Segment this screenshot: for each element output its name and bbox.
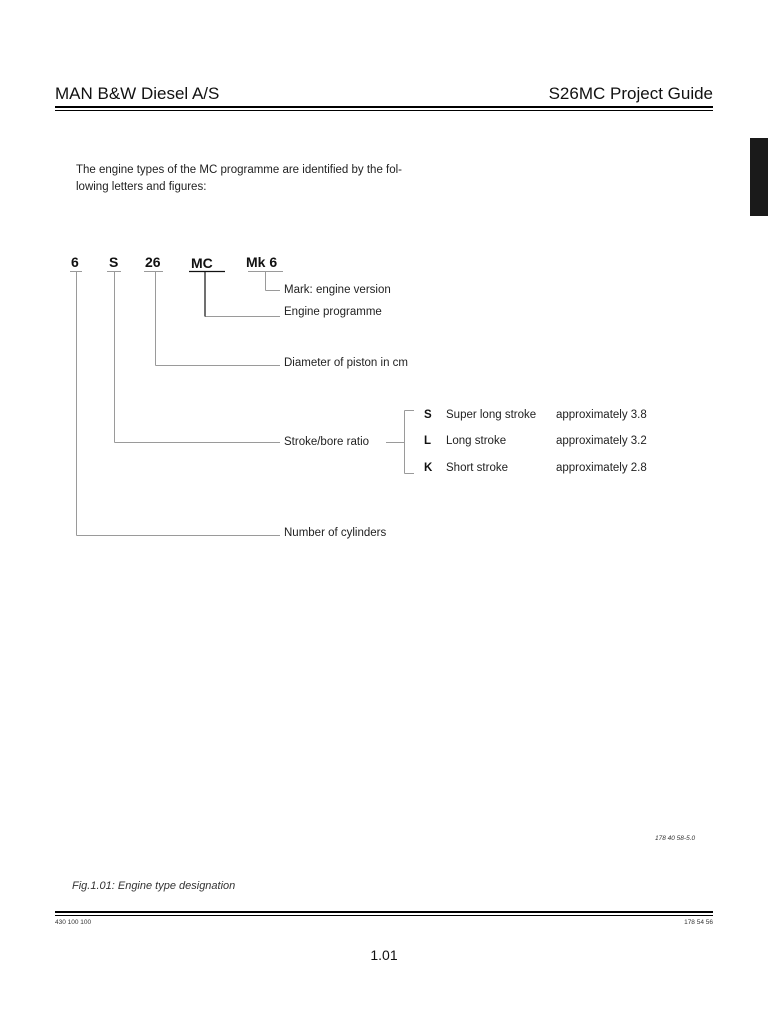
intro-line-2: lowing letters and figures: [76, 181, 207, 193]
stroke-name: Short stroke [446, 462, 508, 474]
footer-left-code: 430 100 100 [55, 919, 92, 926]
code-diameter: 26 [145, 254, 161, 270]
code-cylinders: 6 [71, 254, 79, 270]
stroke-name: Super long stroke [446, 409, 537, 421]
guide-title: S26MC Project Guide [548, 84, 713, 103]
stroke-ratio: approximately 3.2 [556, 435, 647, 447]
code-stroke-bore: S [109, 254, 119, 270]
label-mark: Mark: engine version [284, 284, 391, 296]
label-stroke-bore: Stroke/bore ratio [284, 436, 370, 448]
intro-line-1: The engine types of the MC programme are identified by the fol- [76, 164, 403, 176]
label-programme: Engine programme [284, 306, 382, 318]
stroke-ratio: approximately 3.8 [556, 409, 647, 421]
page-number: 1.01 [370, 947, 398, 963]
footer-rule-thick [55, 911, 713, 913]
code-programme: MC [191, 255, 213, 271]
stroke-letter: S [424, 409, 432, 421]
stroke-letter: L [424, 435, 432, 447]
stroke-letter: K [424, 462, 433, 474]
label-diameter: Diameter of piston in cm [284, 357, 408, 369]
company-name: MAN B&W Diesel A/S [55, 84, 220, 103]
stroke-name: Long stroke [446, 435, 507, 447]
figure-ref-number: 178 40 58-5.0 [655, 835, 696, 842]
footer-rule-thin [55, 915, 713, 916]
figure-caption: Fig.1.01: Engine type designation [72, 880, 236, 892]
label-cylinders: Number of cylinders [284, 527, 387, 539]
footer-right-code: 178 54 56 [684, 919, 713, 926]
stroke-ratio: approximately 2.8 [556, 462, 647, 474]
code-mark: Mk 6 [246, 254, 278, 270]
